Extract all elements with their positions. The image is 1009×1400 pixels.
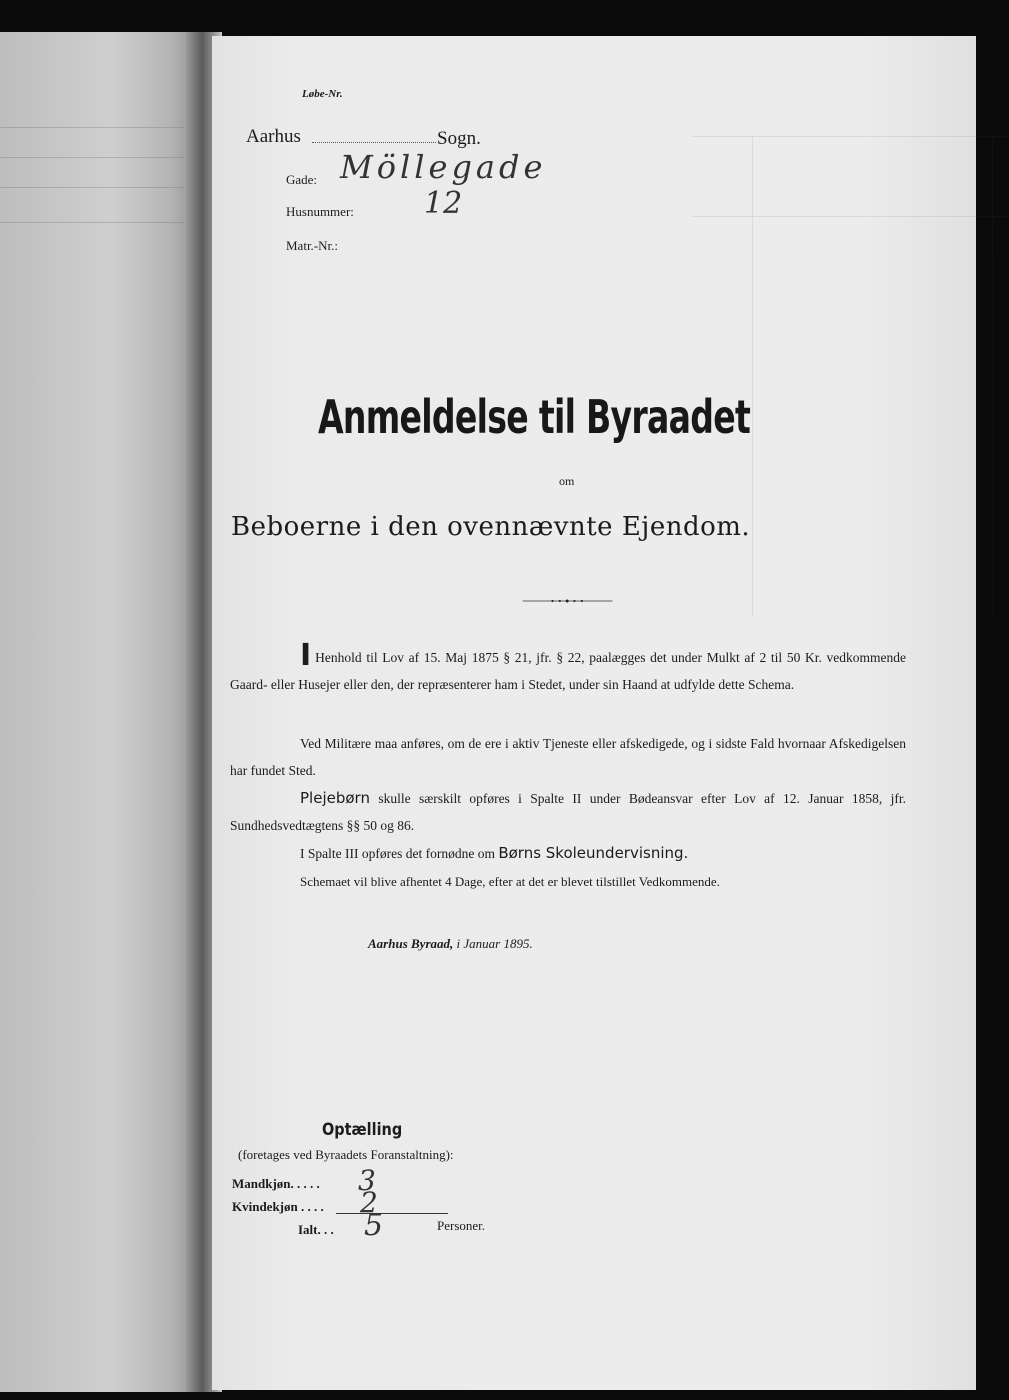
male-label: Mandkjøn. . . . . [232,1176,320,1191]
foster-children-text: skulle særskilt opføres i Spalte II under Bødeansvar efter Lov af 12. Januar 1858, jfr. Sundhedsvedtægtens §§ 50 og 86. [230,791,907,833]
female-label: Kvindekjøn . . . . [232,1199,324,1214]
signature [368,936,533,952]
paragraph-military: Ved Militære maa anføres, om de ere i aktiv Tjeneste eller afskedigede, og i sidste Fald hvornaar Afskedigelsen har fundet Sted. [230,736,906,778]
count-subheading: (foretages ved Byraadets Foranstaltning): [238,1147,454,1162]
paragraph-collection: Schemaet vil blive afhentet 4 Dage, efter at det er blevet tilstillet Vedkommende. [300,874,720,889]
foster-children-term: Plejebørn [300,789,370,807]
house-number-label: Husnummer: [286,204,354,219]
document-subtitle: Beboerne i den ovennævnte Ejendom. [231,512,751,542]
divider-ornament [500,599,635,603]
house-number-value: 12 [424,186,463,221]
street-label: Gade: [286,172,318,187]
paragraph-schooling [230,840,906,867]
count-heading: Optælling [322,1120,403,1140]
female-value: 2 [360,1186,378,1219]
left-page-ruling [0,127,185,247]
parish-label: Sogn. [437,128,481,149]
street-value: Möllegade [340,148,547,186]
left-page [0,32,200,1392]
paragraph-law-text: Henhold til Lov af 15. Maj 1875 § 21, jfr. § 22, paalægges det under Mulkt af 2 til 50 Kr. vedkommende Gaard- eller Husejer eller den, der repræsenterer ham i Stedet, under sin Haand at udfylde dette Schema. [230,650,906,692]
lobe-nr-label: Løbe-Nr. [302,88,343,100]
total-label: Ialt. . . [298,1222,334,1237]
signature-date: i Januar 1895. [456,936,533,951]
parish-city: Aarhus [246,126,301,147]
signature-org: Aarhus Byraad, [368,936,454,951]
paragraph-law [230,638,906,698]
schooling-term: Børns Skoleundervisning. [498,844,689,862]
schooling-text: I Spalte III opføres det fornødne om [300,846,495,861]
paragraph-foster-children [230,785,906,839]
matr-label: Matr.-Nr.: [286,238,338,253]
sum-rule [336,1213,448,1214]
total-value: 5 [364,1208,384,1243]
persons-label: Personer. [437,1218,486,1233]
title-connector: om [559,474,575,488]
document-title: Anmeldelse til Byraadet [318,390,751,444]
male-value: 3 [358,1164,376,1197]
parish-dotted-line [312,142,436,143]
drop-cap: I [300,638,312,673]
